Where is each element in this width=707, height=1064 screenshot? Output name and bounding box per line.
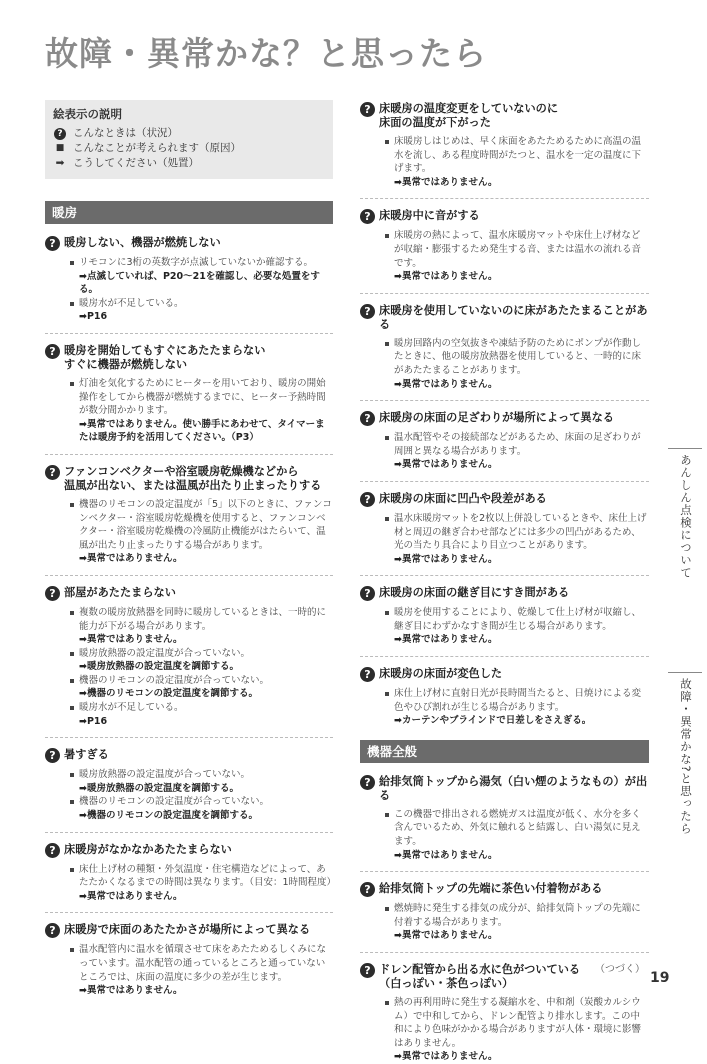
legend-text: こうしてください（処置） [73,157,199,169]
cause-text: この機器で排出される燃焼ガスは温度が低く、水分を多く含んでいるため、外気に触れると結露し、白い湯気に見えます。 [384,808,649,849]
cause-text: 機器のリモコンの設定温度が合っていない。 [69,795,333,809]
symptom-list [360,773,649,1064]
remedy-text: ➡点滅していれば、P20〜21を確認し、必要な処置をする。 [79,270,320,296]
cause-text: 温水床暖房マットを2枚以上併設しているときや、床仕上げ材と周辺の継ぎ合わせ部などには多少の凹凸があるため、光の当たり具合により目立つことがあります。 [384,512,649,553]
legend-title: 絵表示の説明 [53,107,122,121]
symptom-title: 給排気筒トップから湯気（白い煙のようなもの）が出る [379,774,648,802]
question-icon: ? [45,748,60,763]
remedy-text: ➡カーテンやブラインドで日差しをさえぎる。 [394,715,592,727]
remedy-text: ➡異常ではありません。 [79,553,183,565]
remedy-text: ➡異常ではありません。 [394,176,498,188]
symptom-block [45,234,333,324]
square-bullet-icon: ■ [55,143,65,153]
symptom-title: 床暖房の床面が変色した [379,667,503,681]
question-icon: ? [360,775,375,790]
cause-text: 暖房水が不足している。 [69,701,333,715]
symptom-title: 床暖房の温度変更をしていないのに 床面の温度が下がった [379,102,559,129]
legend-text: こんなときは（状況） [73,127,178,139]
cause-text: 熱の再利用時に発生する凝縮水を、中和剤（炭酸カルシウム）で中和してから、ドレン配管より排水します。この中和により色味がかかる場合がありますが人体・環境に影響はありません。 [384,996,649,1050]
question-icon: ? [360,492,375,507]
cause-text: 暖房回路内の空気抜きや凍結予防のためにポンプが作動したときに、他の暖房放熱器を使用していると、一時的に床があたたまることがあります。 [384,337,649,378]
cause-text: 暖房水が不足している。 [69,297,333,311]
question-icon: ? [45,843,60,858]
remedy-text: ➡異常ではありません。 [394,930,498,942]
question-icon: ? [45,236,60,251]
symptom-block [360,100,649,189]
section-header-heating: 暖房 [45,201,333,224]
cause-text: 機器のリモコンの設定温度が合っていない。 [69,674,333,688]
symptom-title: 部屋があたたまらない [64,585,176,599]
remedy-text: ➡機器のリモコンの設定温度を調節する。 [79,688,258,700]
symptom-title: 床暖房の床面の足ざわりが場所によって異なる [379,411,614,425]
question-icon: ? [360,882,375,897]
section-header-general: 機器全般 [360,740,649,763]
cause-text: 機器のリモコンの設定温度が「5」以下のときに、ファンコンベクター・浴室暖房乾燥機を使用すると、ファンコンベクター・浴室暖房乾燥機の冷風防止機能がはたらいて、温風が出たり止まったりする場合があります。 [69,498,333,552]
cause-text: 床仕上げ材の種類・外気温度・住宅構造などによって、あたたかくなるまでの時間は異なります。（目安：1時間程度） [69,863,333,890]
question-icon: ? [45,586,60,601]
symptom-block [360,293,649,391]
symptom-heading [360,882,649,897]
cause-text: 暖房放熱器の設定温度が合っていない。 [69,768,333,782]
legend-text: こんなことが考えられます（原因） [73,142,241,154]
remedy-text: ➡異常ではありません。 [79,890,183,902]
legend-row-situation [53,126,325,141]
symptom-heading [360,667,649,682]
question-icon: ? [360,411,375,426]
symptom-block [45,912,333,997]
symptom-title: 暖房を開始してもすぐにあたたまらない すぐに機器が燃焼しない [64,343,266,371]
remedy-text: ➡異常ではありません。使い勝手にあわせて、タイマーまたは暖房予約を活用してください。（P3） [79,418,325,444]
left-column [45,100,337,998]
symptom-heading [45,236,333,251]
remedy-text: ➡異常ではありません。 [79,985,183,997]
cause-text: 床仕上げ材に直射日光が長時間当たると、日焼けによる変色やひび割れが生じる場合があります。 [384,687,649,714]
symptom-heading [45,344,333,372]
cause-text: 灯油を気化するためにヒーターを用いており、暖房の開始操作をしてから機器が燃焼するまでに、ヒーター予熱時間が数分間かかります。 [69,377,333,418]
remedy-text: ➡暖房放熱器の設定温度を調節する。 [79,661,239,673]
cause-text: 暖房放熱器の設定温度が合っていない。 [69,647,333,661]
symptom-title: ファンコンベクターや浴室暖房乾燥機などから 温風が出ない、または温風が出たり止まったりする [64,464,322,492]
remedy-text: ➡暖房放熱器の設定温度を調節する。 [79,782,239,794]
question-icon: ? [360,963,375,978]
symptom-title: 暖房しない、機器が燃焼しない [64,236,221,249]
symptom-block [360,198,649,283]
symptom-block [45,575,333,728]
symptom-title: 床暖房の床面の継ぎ目にすき間がある [379,586,570,600]
symptom-title: 床暖房で床面のあたたかさが場所によって異なる [64,923,311,937]
remedy-text: ➡異常ではありません。 [394,553,498,565]
side-tab-label: 故障・異常かな?と思ったら [679,678,693,836]
question-icon: ? [53,126,67,141]
symptom-title: 床暖房がなかなかあたたまらない [64,842,232,856]
cause-text: 複数の暖房放熱器を同時に暖房しているときは、一時的に能力が下がる場合があります。 [69,606,333,633]
symptom-heading [360,586,649,601]
question-icon: ? [360,667,375,682]
symptom-title: 給排気筒トップの先端に茶色い付着物がある [379,882,603,896]
remedy-text: ➡異常ではありません。 [394,849,498,861]
symptom-block [360,481,649,566]
question-icon: ? [360,102,375,117]
remedy-text: ➡異常ではありません。 [394,378,498,390]
symptom-heading [360,102,649,130]
cause-text: 温水配管内に温水を循環させて床をあたためるしくみになっています。温水配管の通っているところと通っていないところでは、床面の温度に多少の差が生じます。 [69,943,333,984]
cause-text: 床暖房の熱によって、温水床暖房マットや床仕上げ材などが収縮・膨張するため発生する音、または温水の流れる音です。 [384,229,649,270]
symptom-heading [360,304,649,332]
remedy-text: ➡異常ではありません。 [394,1051,498,1063]
symptom-title: 暑すぎる [64,748,109,762]
side-tab-label: あんしん点検について [679,454,693,579]
symptom-block [360,871,649,943]
question-icon: ? [45,344,60,359]
symptom-heading [45,923,333,938]
question-icon: ? [45,465,60,480]
symptom-block [45,737,333,822]
remedy-text: ➡P16 [79,311,108,323]
cause-text: 温水配管やその接続部などがあるため、床面の足ざわりが周囲と異なる場合があります。 [384,431,649,458]
question-icon: ? [360,586,375,601]
continued-note: （つづく） [595,964,645,975]
symptom-block [360,773,649,862]
symptom-block [360,656,649,728]
cause-text: 暖房を使用することにより、乾燥して仕上げ材が収縮し、継ぎ目にわずかなすき間が生じる場合があります。 [384,606,649,633]
symptom-heading [360,492,649,507]
symptom-heading [360,775,649,803]
legend-box [45,100,333,179]
legend-row-remedy [53,156,325,171]
page-title: 故障・異常かな？と思ったら [45,34,487,73]
symptom-block [45,333,333,445]
remedy-text: ➡P16 [79,715,108,727]
page-number: 19 [650,970,670,986]
symptom-block [45,832,337,904]
symptom-block [45,454,333,566]
symptom-title: ドレン配管から出る水に色がついている （白っぽい・茶色っぽい） [379,963,581,990]
symptom-title: 床暖房の床面に凹凸や段差がある [379,491,547,505]
symptom-list [45,234,337,998]
symptom-list [360,100,649,728]
symptom-heading [360,411,649,426]
question-icon: ? [45,923,60,938]
cause-text: 床暖房しはじめは、早く床面をあたためるために高温の温水を流し、ある程度時間がたつと、温水を一定の温度に下げます。 [384,135,649,176]
legend-row-cause [53,141,325,156]
arrow-right-icon: ➡ [55,157,65,169]
remedy-text: ➡異常ではありません。 [394,634,498,646]
question-icon: ? [360,209,375,224]
symptom-heading [45,586,333,601]
side-tab-inspection [666,448,706,658]
remedy-text: ➡異常ではありません。 [79,634,183,646]
symptom-title: 床暖房中に音がする [379,209,480,223]
symptom-heading [45,748,333,763]
symptom-heading [45,465,333,493]
cause-text: リモコンに3桁の英数字が点滅していないか確認する。 [69,256,333,270]
symptom-block [360,575,649,647]
side-tab-troubleshooting [666,672,706,912]
right-column [360,100,649,1064]
symptom-heading [360,209,649,224]
symptom-block [360,400,649,472]
remedy-text: ➡異常ではありません。 [394,271,498,283]
remedy-text: ➡異常ではありません。 [394,459,498,471]
symptom-heading [45,843,333,858]
symptom-title: 床暖房を使用していないのに床があたたまることがある [379,303,648,331]
question-icon: ? [360,304,375,319]
remedy-text: ➡機器のリモコンの設定温度を調節する。 [79,810,258,822]
cause-text: 燃焼時に発生する排気の成分が、給排気筒トップの先端に付着する場合があります。 [384,902,649,929]
